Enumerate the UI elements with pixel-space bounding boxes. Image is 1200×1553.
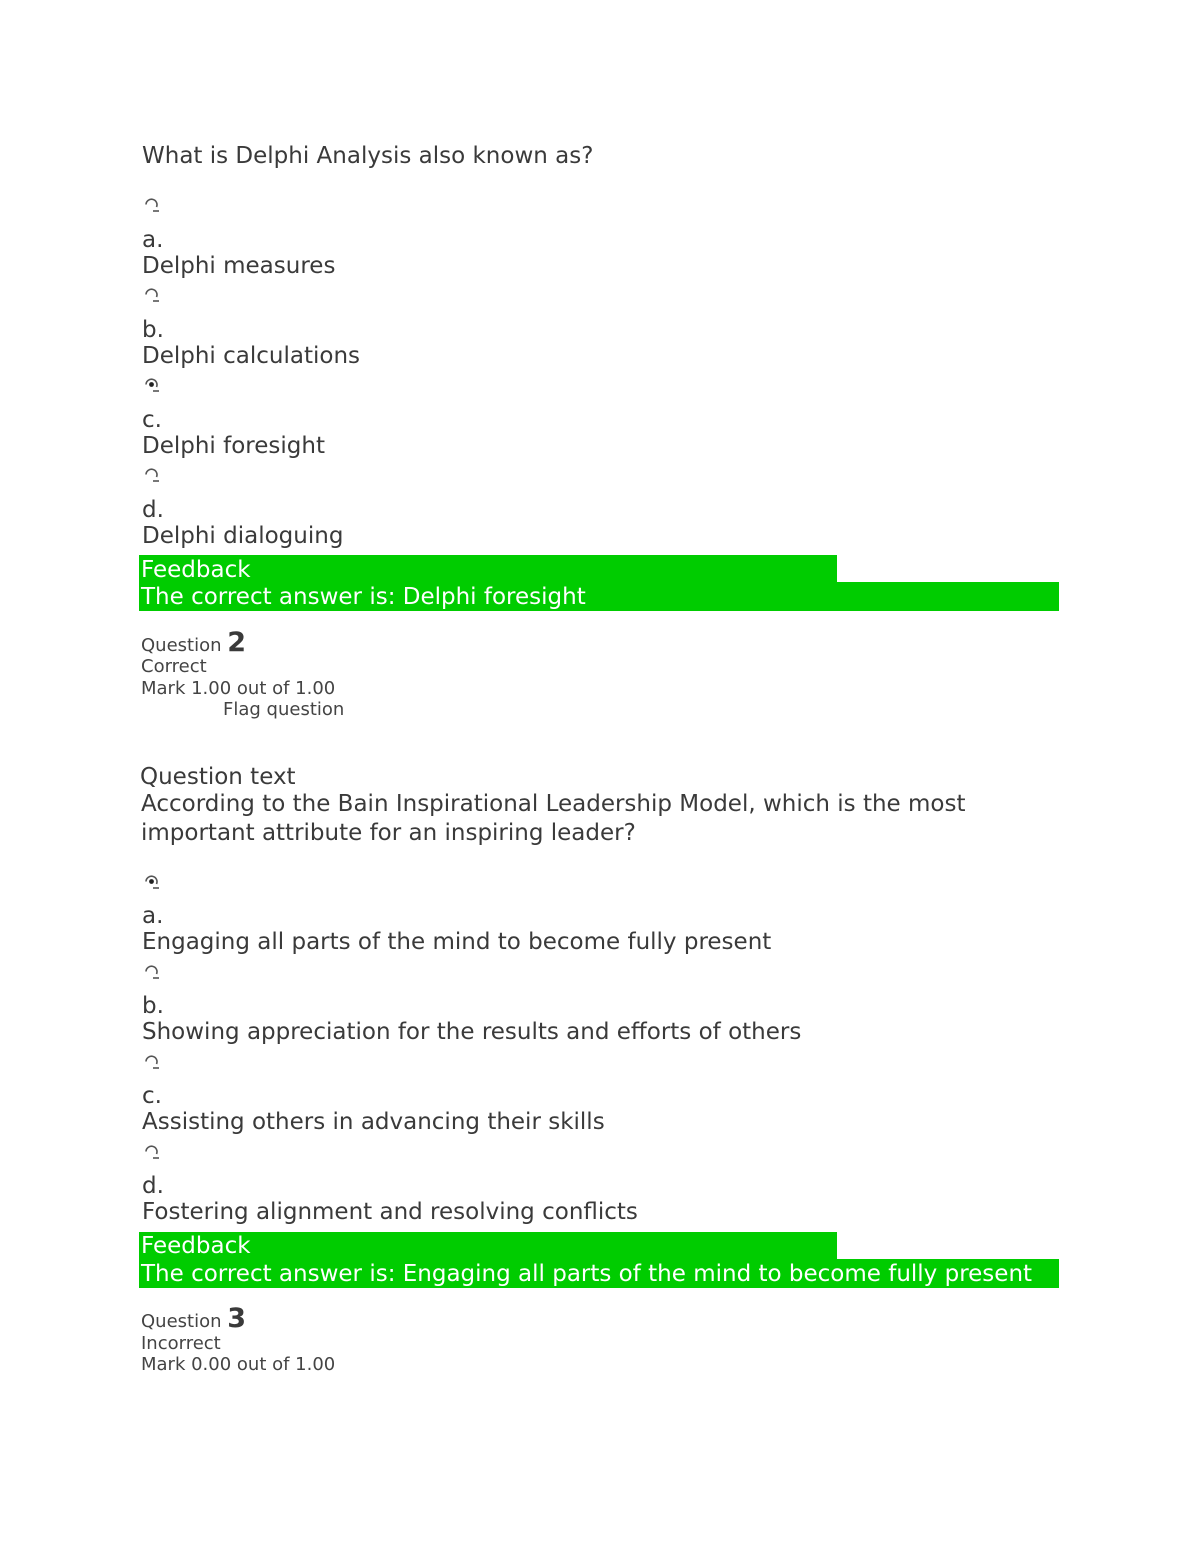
option-letter: c. (142, 407, 162, 433)
option-text[interactable]: Assisting others in advancing their skills (142, 1109, 605, 1135)
question-mark: Mark 0.00 out of 1.00 (141, 1354, 336, 1375)
radio-icon[interactable] (143, 1053, 160, 1070)
question-prompt-line1: According to the Bain Inspirational Leadership Model, which is the most (141, 791, 966, 817)
option-text[interactable]: Delphi calculations (142, 343, 361, 369)
question-label (141, 1303, 247, 1334)
option-letter: a. (142, 227, 164, 253)
radio-selected-icon[interactable] (143, 873, 160, 890)
question-number: 3 (227, 1303, 247, 1334)
question-status: Incorrect (141, 1333, 221, 1354)
question-label (141, 627, 247, 658)
option-text[interactable]: Delphi foresight (142, 433, 325, 459)
question-text-heading: Question text (140, 764, 296, 790)
radio-icon[interactable] (143, 466, 160, 483)
question-status: Correct (141, 656, 207, 677)
question-prompt: What is Delphi Analysis also known as? (142, 143, 594, 169)
radio-icon[interactable] (143, 963, 160, 980)
option-text[interactable]: Showing appreciation for the results and efforts of others (142, 1019, 802, 1045)
option-text[interactable]: Fostering alignment and resolving conflicts (142, 1199, 638, 1225)
feedback-heading: Feedback (141, 557, 251, 583)
option-letter: d. (142, 1173, 164, 1199)
question-mark: Mark 1.00 out of 1.00 (141, 678, 336, 699)
feedback-answer: The correct answer is: Delphi foresight (141, 584, 586, 610)
option-text[interactable]: Delphi measures (142, 253, 336, 279)
option-letter: a. (142, 903, 164, 929)
feedback-answer: The correct answer is: Engaging all parts of the mind to become fully present (141, 1261, 1033, 1287)
question-label-text: Question (141, 635, 222, 656)
option-text[interactable]: Engaging all parts of the mind to become fully present (142, 929, 772, 955)
radio-icon[interactable] (143, 196, 160, 213)
feedback-heading: Feedback (141, 1233, 251, 1259)
radio-selected-icon[interactable] (143, 376, 160, 393)
question-prompt-line2: important attribute for an inspiring leader? (141, 820, 636, 846)
flag-question-link[interactable]: Flag question (223, 699, 345, 720)
question-number: 2 (227, 627, 247, 658)
radio-icon[interactable] (143, 286, 160, 303)
question-label-text: Question (141, 1311, 222, 1332)
option-letter: c. (142, 1083, 162, 1109)
option-letter: d. (142, 497, 164, 523)
option-letter: b. (142, 317, 164, 343)
option-letter: b. (142, 993, 164, 1019)
option-text[interactable]: Delphi dialoguing (142, 523, 344, 549)
radio-icon[interactable] (143, 1143, 160, 1160)
